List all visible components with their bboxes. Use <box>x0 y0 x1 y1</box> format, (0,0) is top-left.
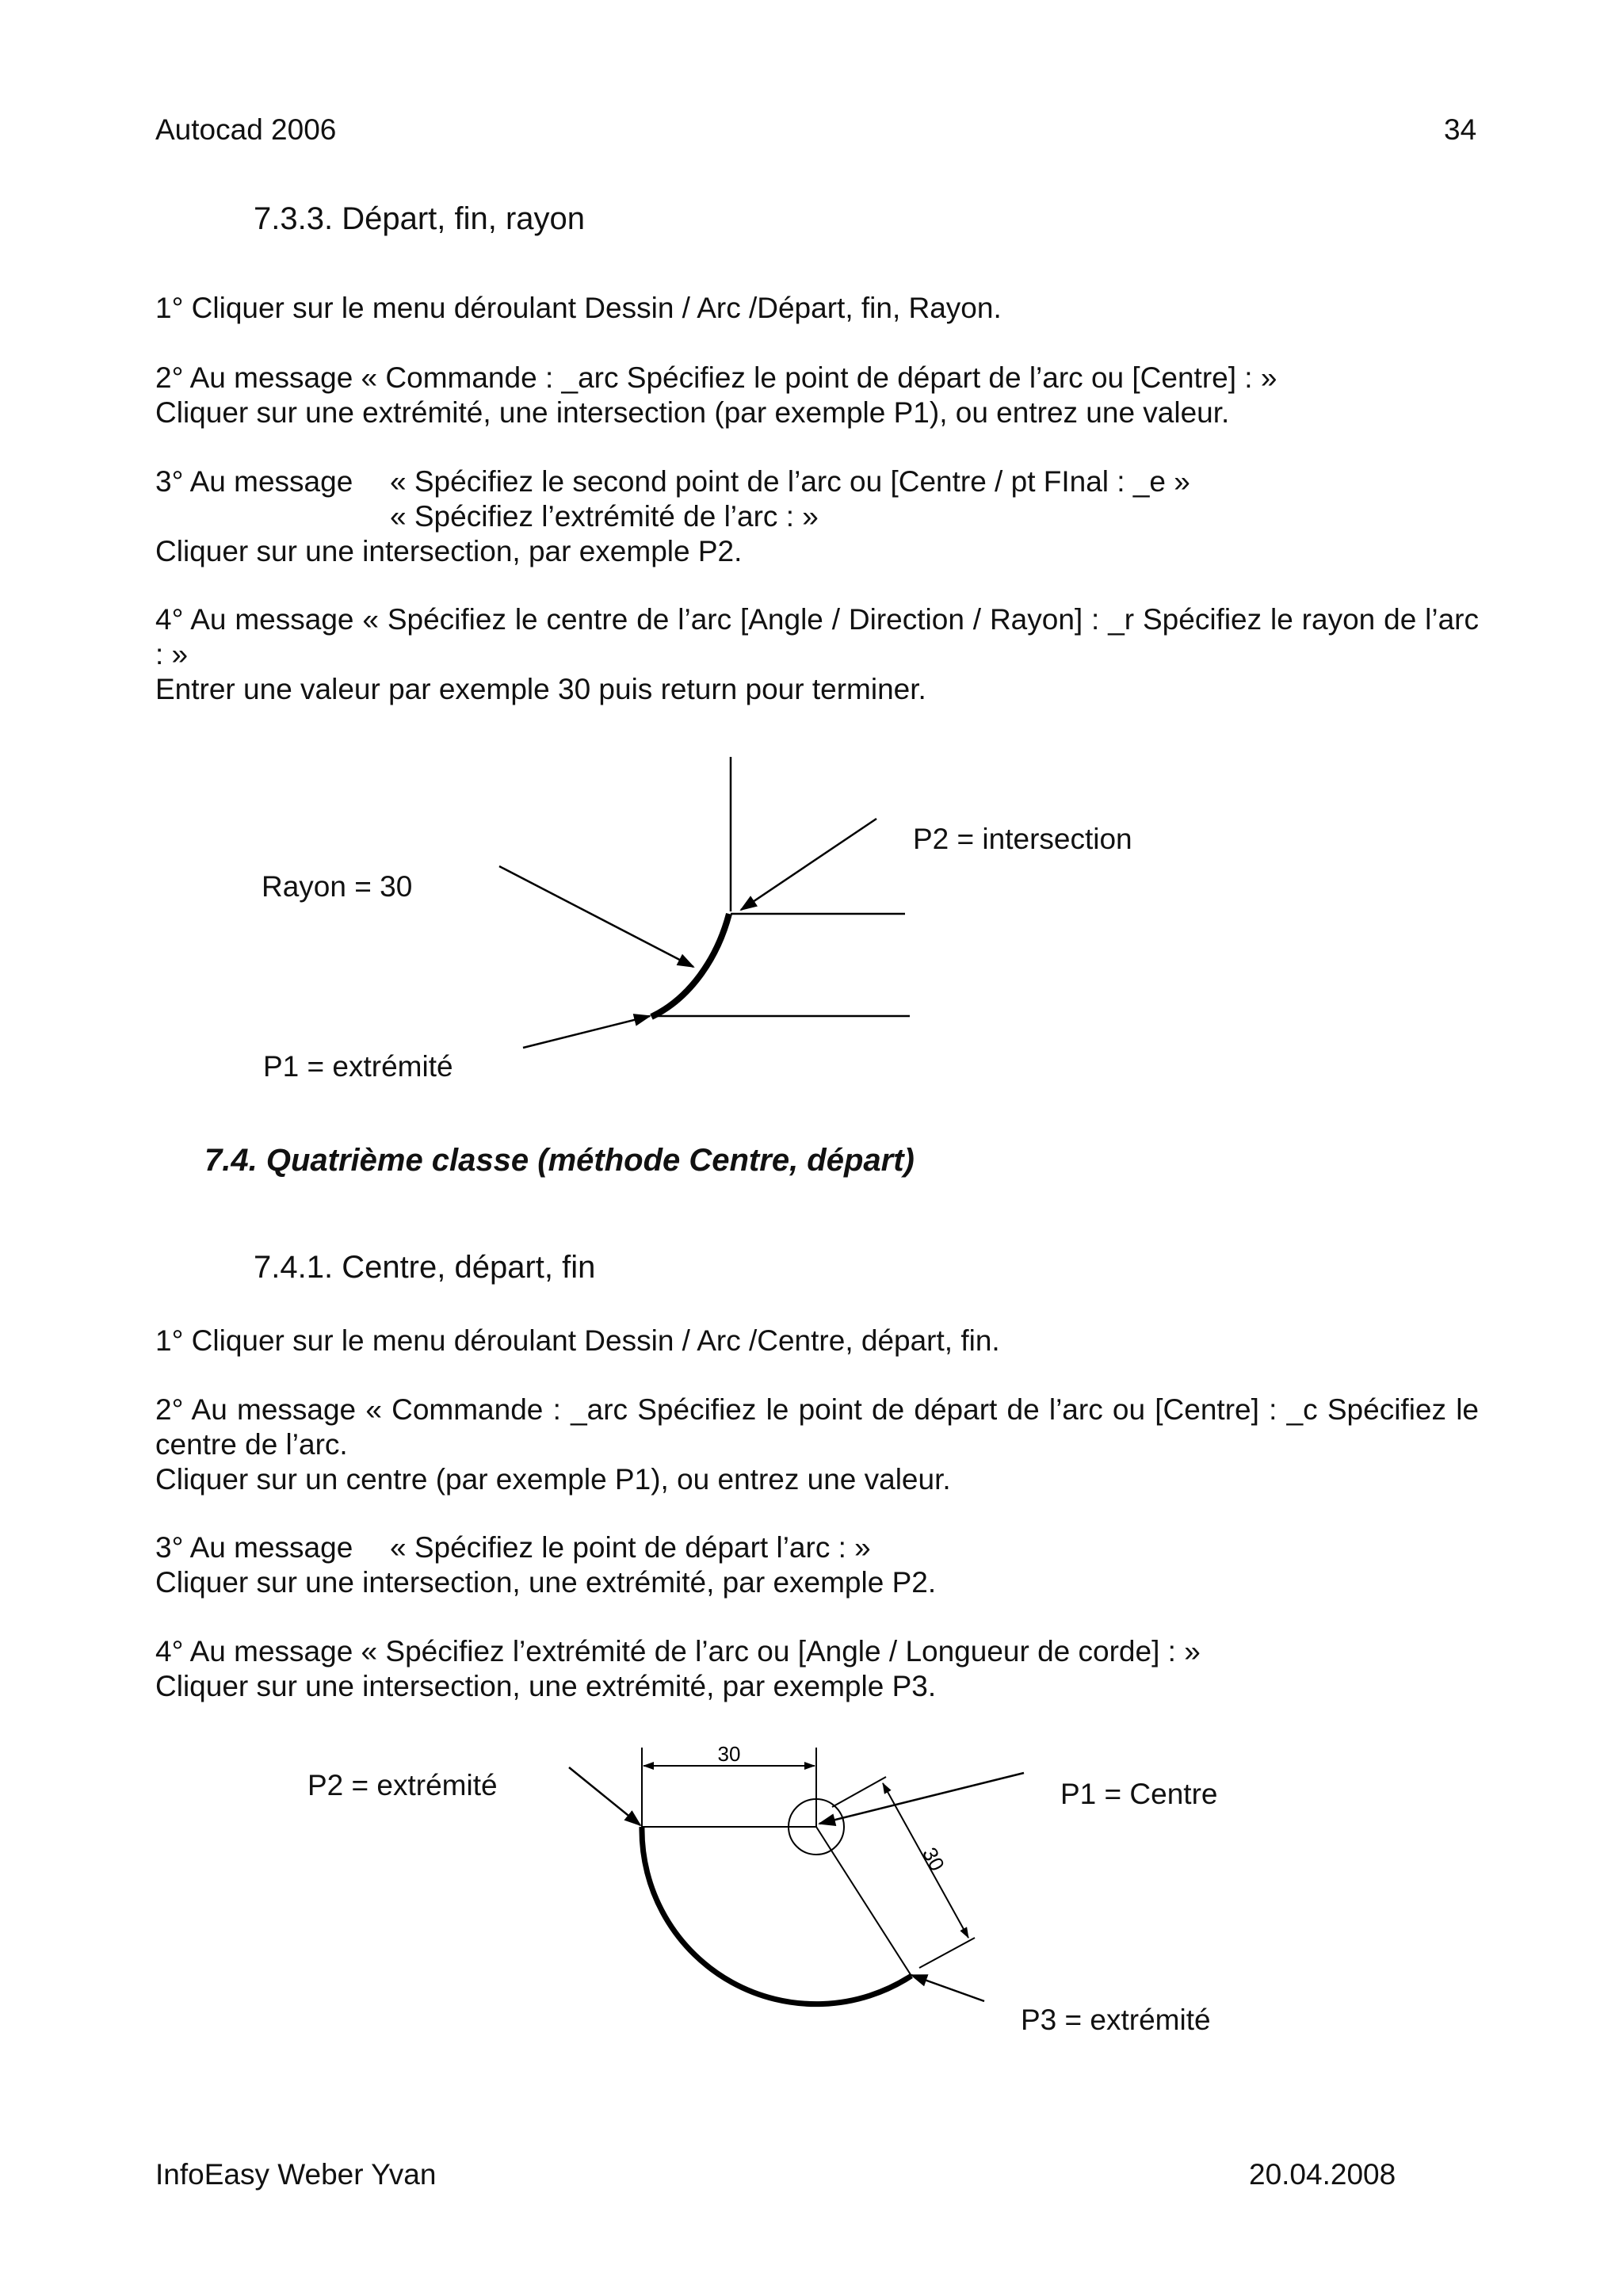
step-733-1-text: 1° Cliquer sur le menu déroulant Dessin / Arc /Départ, fin, Rayon. <box>155 292 1002 324</box>
step-741-3-msg: « Spécifiez le point de départ l’arc : » <box>390 1531 871 1564</box>
center-to-p3-line <box>816 1827 911 1976</box>
step-741-3-label: 3° Au message <box>155 1531 353 1564</box>
dim-text-radial: 30 <box>917 1843 949 1875</box>
header-left: Autocad 2006 <box>155 113 337 146</box>
label-p1-extremite: P1 = extrémité <box>263 1050 453 1083</box>
arrow-p3-extremite <box>911 1975 984 2001</box>
label-p2-extremite: P2 = extrémité <box>307 1769 498 1801</box>
step-741-3-line2: Cliquer sur une intersection, une extrémité, par exemple P2. <box>155 1566 937 1599</box>
step-733-4-text: 4° Au message « Spécifiez le centre de l’arc [Angle / Direction / Rayon] : _r Spécifiez le rayon de l’arc : » <box>155 603 1479 670</box>
step-733-2-line1: 2° Au message « Commande : _arc Spécifiez le point de départ de l’arc ou [Centre] : » <box>155 361 1277 394</box>
section-741-title: 7.4.1. Centre, départ, fin <box>254 1250 596 1285</box>
label-p3-extremite: P3 = extrémité <box>1021 2004 1211 2036</box>
step-733-4-line3: Entrer une valeur par exemple 30 puis return pour terminer. <box>155 673 926 705</box>
step-741-2-line3: Cliquer sur un centre (par exemple P1), ou entrez une valeur. <box>155 1463 951 1496</box>
label-p2-intersection: P2 = intersection <box>913 823 1132 855</box>
step-733-3-line3: Cliquer sur une intersection, par exemple P2. <box>155 535 743 567</box>
step-733-3-msg1: « Spécifiez le second point de l’arc ou [Centre / pt FInal : _e » <box>390 465 1190 498</box>
dim-text-horizontal: 30 <box>717 1742 741 1766</box>
footer-left: InfoEasy Weber Yvan <box>155 2158 437 2191</box>
step-733-3-label: 3° Au message <box>155 465 353 498</box>
arrow-p1-centre <box>819 1773 1024 1824</box>
step-733-2-line2: Cliquer sur une extrémité, une intersection (par exemple P1), ou entrez une valeur. <box>155 396 1230 429</box>
page-number: 34 <box>1444 113 1477 146</box>
section-733-title: 7.3.3. Départ, fin, rayon <box>254 201 586 236</box>
step-741-2-text: 2° Au message « Commande : _arc Spécifiez le point de départ de l’arc ou [Centre] : _c Spécifiez le centre de l’arc. <box>155 1393 1479 1461</box>
step-741-4-line1: 4° Au message « Spécifiez l’extrémité de l’arc ou [Angle / Longueur de corde] : » <box>155 1635 1201 1668</box>
dim-ext-radial-1 <box>832 1777 886 1807</box>
arc-curve-center <box>642 1827 911 2004</box>
arrow-p2-extremite <box>569 1767 640 1825</box>
dim-ext-radial-2 <box>919 1938 975 1968</box>
step-741-4-line2: Cliquer sur une intersection, une extrémité, par exemple P3. <box>155 1670 937 1702</box>
step-741-1-text: 1° Cliquer sur le menu déroulant Dessin / Arc /Centre, départ, fin. <box>155 1324 1000 1357</box>
section-74-title: 7.4. Quatrième classe (méthode Centre, départ) <box>204 1143 915 1178</box>
footer-date: 20.04.2008 <box>1249 2158 1396 2191</box>
step-733-3-msg2: « Spécifiez l’extrémité de l’arc : » <box>390 500 819 533</box>
label-rayon: Rayon = 30 <box>262 870 413 903</box>
label-p1-centre: P1 = Centre <box>1060 1778 1218 1810</box>
